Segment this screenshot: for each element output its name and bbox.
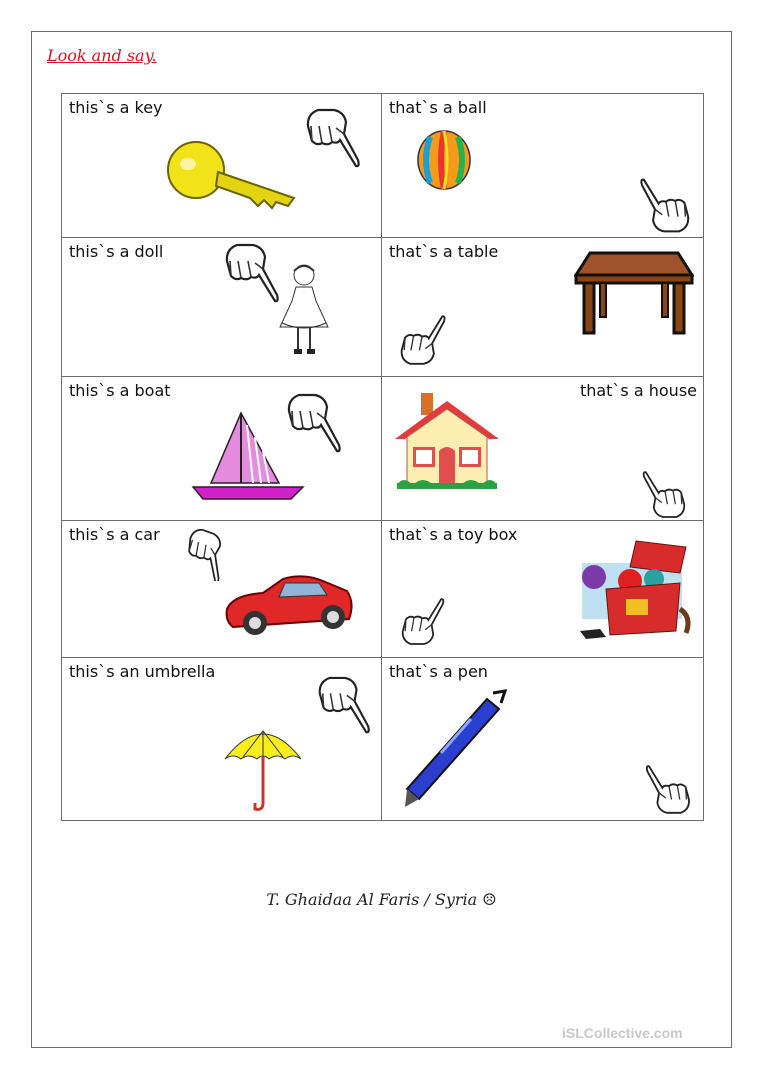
cell-car (62, 521, 382, 658)
cell-label: this`s a boat (69, 381, 171, 400)
watermark: iSLCollective.com (562, 1025, 683, 1041)
key-image (166, 136, 296, 211)
hand-pointing-far-icon (394, 596, 450, 648)
pen-image (401, 689, 507, 809)
worksheet-title: Look and say. (47, 46, 157, 65)
cell-doll (62, 238, 382, 377)
hand-pointing-far-icon (636, 469, 694, 521)
author-signature: T. Ghaidaa Al Faris / Syria ☹ (266, 890, 497, 909)
cell-boat (62, 377, 382, 521)
cell-label: this`s a car (69, 525, 160, 544)
umbrella-image (223, 723, 303, 811)
cell-label: that`s a toy box (389, 525, 518, 544)
cell-label: that`s a table (389, 242, 499, 261)
cell-umbrella (62, 658, 382, 820)
cell-pen (382, 658, 704, 820)
hand-pointing-near-icon (302, 106, 362, 171)
cell-table (382, 238, 704, 377)
hand-pointing-near-icon (314, 673, 372, 738)
cell-label: that`s a pen (389, 662, 488, 681)
car-image (223, 569, 355, 643)
cell-label: that`s a house (579, 381, 697, 400)
cell-house (382, 377, 704, 521)
cell-label: that`s a ball (389, 98, 487, 117)
hand-pointing-near-icon (181, 529, 229, 581)
ball-image (416, 129, 472, 191)
cell-label: this`s a doll (69, 242, 164, 261)
hand-pointing-near-icon (221, 241, 281, 306)
cell-toy-box (382, 521, 704, 658)
toy-box-image (576, 539, 692, 641)
house-image (393, 389, 501, 493)
hand-pointing-far-icon (636, 176, 696, 236)
vocabulary-table (61, 93, 704, 821)
cell-label: this`s a key (69, 98, 163, 117)
doll-image (276, 261, 331, 358)
cell-label: this`s an umbrella (69, 662, 216, 681)
hand-pointing-far-icon (641, 763, 697, 817)
cell-key (62, 94, 382, 238)
hand-pointing-near-icon (283, 391, 343, 456)
table-image (574, 251, 694, 335)
hand-pointing-far-icon (394, 313, 450, 368)
cell-ball (382, 94, 704, 238)
